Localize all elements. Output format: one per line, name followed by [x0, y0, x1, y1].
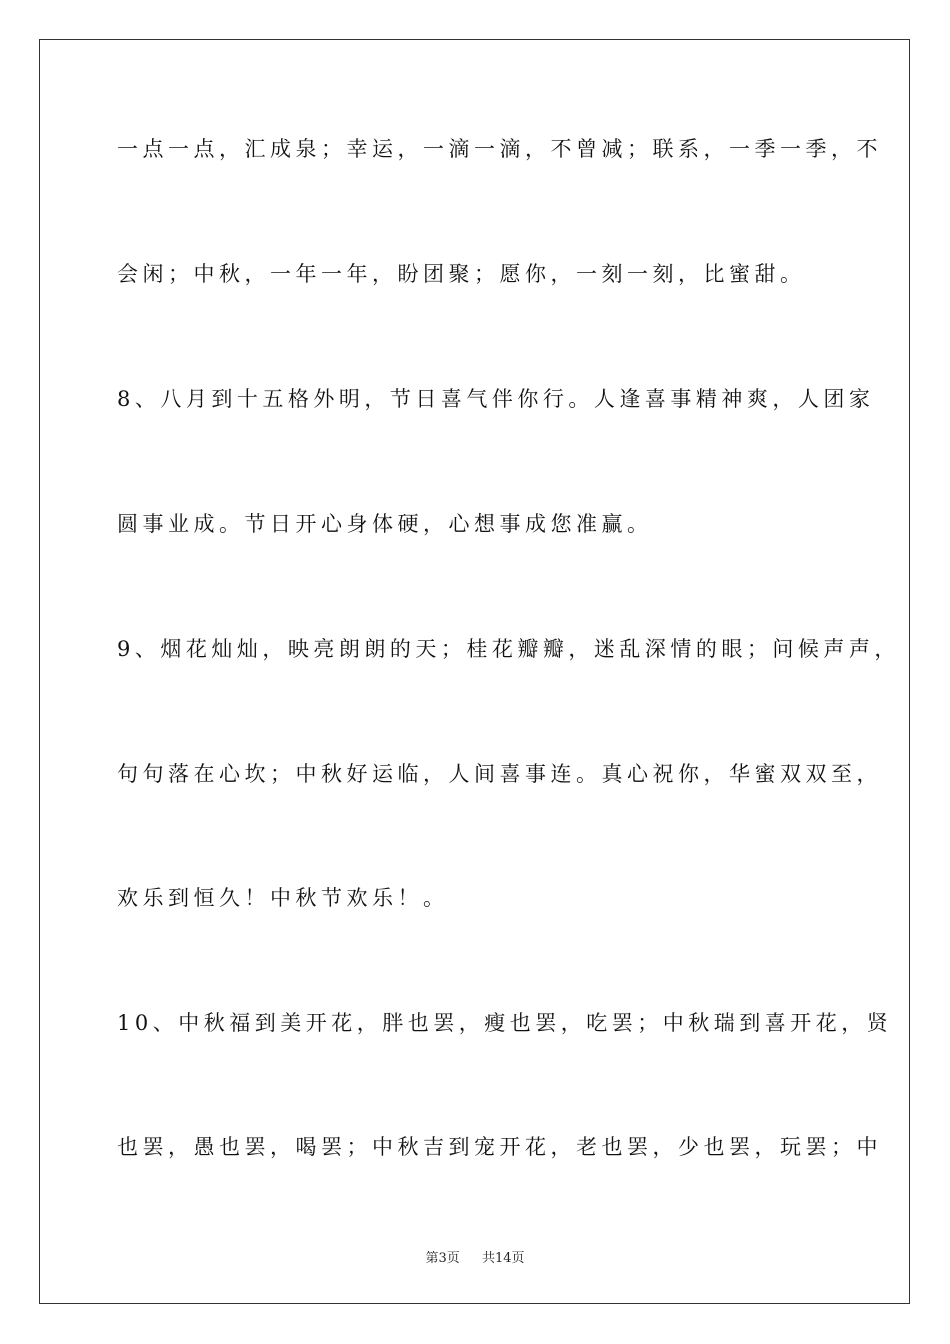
- text-line: 圆事业成。节日开心身体硬，心想事成您准赢。: [117, 512, 653, 536]
- page-border: [39, 39, 910, 1304]
- text-line: 9、烟花灿灿，映亮朗朗的天；桂花瓣瓣，迷乱深情的眼；问候声声，: [117, 637, 900, 661]
- text-line: 10、中秋福到美开花，胖也罢，瘦也罢，吃罢；中秋瑞到喜开花，贤: [117, 1011, 893, 1035]
- text-line: 会闲；中秋，一年一年，盼团聚；愿你，一刻一刻，比蜜甜。: [117, 262, 806, 286]
- text-line: 一点一点，汇成泉；幸运，一滴一滴，不曾减；联系，一季一季，不: [117, 137, 882, 161]
- text-line: 欢乐到恒久！中秋节欢乐！。: [117, 886, 449, 910]
- page-total: 共14页: [482, 1251, 525, 1266]
- page-footer: [0, 1247, 950, 1266]
- text-line: 8、八月到十五格外明，节日喜气伴你行。人逢喜事精神爽，人团家: [117, 387, 875, 411]
- text-line: 也罢，愚也罢，喝罢；中秋吉到宠开花，老也罢，少也罢，玩罢；中: [117, 1135, 882, 1159]
- text-line: 句句落在心坎；中秋好运临，人间喜事连。真心祝你，华蜜双双至，: [117, 762, 882, 786]
- page-number: 第3页: [425, 1251, 460, 1266]
